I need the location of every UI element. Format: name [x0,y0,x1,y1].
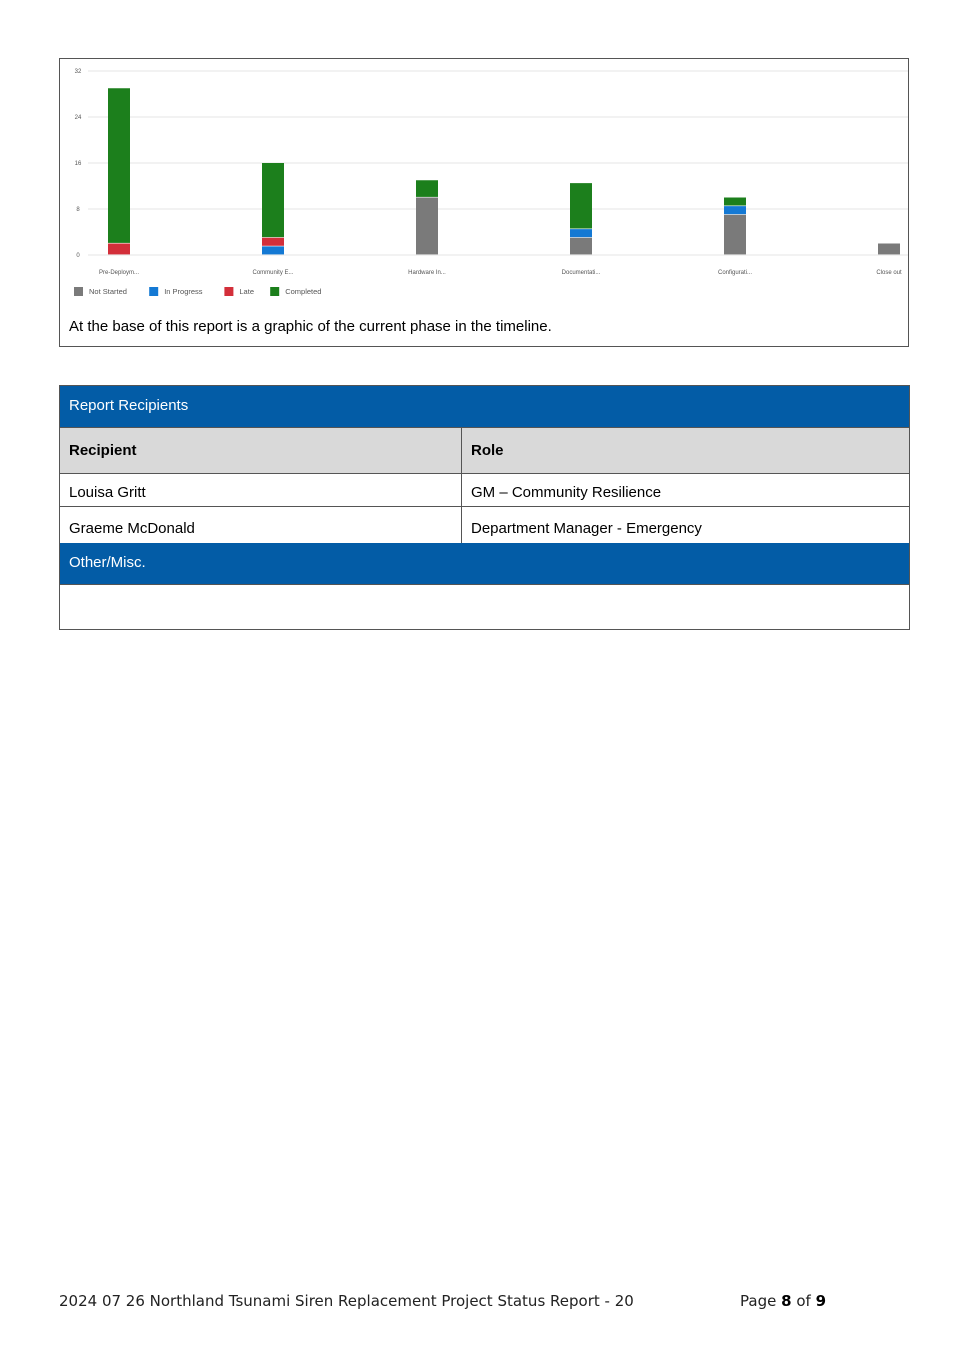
x-tick-label: Community E... [252,270,294,276]
page-total: 9 [815,1292,827,1310]
bar-segment [724,215,746,255]
bar-segment [570,229,592,237]
x-tick-label: Pre-Deploym... [98,270,140,276]
footer-page-number [740,1292,826,1310]
y-tick-label: 8 [76,207,80,213]
footer-document-title: 2024 07 26 Northland Tsunami Siren Replacement Project Status Report - 20 [59,1292,634,1310]
bar-segment [262,163,284,237]
report-recipients-table [59,385,910,630]
x-tick-label: Close out [876,270,902,276]
recipients-section-title: Report Recipients [60,386,909,428]
legend-swatch [224,287,233,296]
bar-segment [724,206,746,214]
bar-segment [570,238,592,255]
y-tick-label: 16 [74,161,82,167]
bar-segment [724,198,746,206]
bar-segment [262,238,284,246]
role-column-header: Role [471,442,504,459]
x-tick-label: Hardware In... [408,270,446,276]
bar-segment [570,183,592,228]
stacked-bar-chart [60,59,908,309]
other-misc-title: Other/Misc. [60,543,909,585]
status-chart-panel [59,58,909,347]
y-tick-label: 0 [76,253,80,259]
page-prefix: Page [740,1292,777,1310]
table-row [60,507,909,543]
page-current: 8 [781,1292,792,1310]
y-tick-label: 32 [74,69,82,75]
chart-caption: At the base of this report is a graphic of the current phase in the timeline. [69,318,552,335]
bar-segment [416,198,438,255]
bar-segment [262,246,284,254]
table-row [60,474,909,507]
x-tick-label: Documentati... [561,270,601,276]
bar-segment [878,244,900,255]
other-misc-body [60,585,909,629]
page-of: of [796,1292,811,1310]
recipient-role: Department Manager - Emergency [471,520,702,537]
legend-label: In Progress [164,287,203,296]
bar-segment [108,88,130,243]
recipient-role: GM – Community Resilience [471,484,662,501]
x-tick-label: Configurati... [717,270,753,276]
legend-swatch [270,287,279,296]
legend-swatch [74,287,83,296]
legend-label: Not Started [89,287,127,296]
recipients-header-row [60,428,909,474]
bar-segment [108,244,130,255]
legend-label: Completed [285,287,322,296]
recipient-name: Louisa Gritt [60,474,462,506]
bar-segment [416,180,438,197]
recipient-column-header: Recipient [60,428,462,473]
legend-label: Late [239,287,255,296]
legend-swatch [149,287,158,296]
y-tick-label: 24 [74,115,82,121]
recipient-name: Graeme McDonald [60,507,462,543]
